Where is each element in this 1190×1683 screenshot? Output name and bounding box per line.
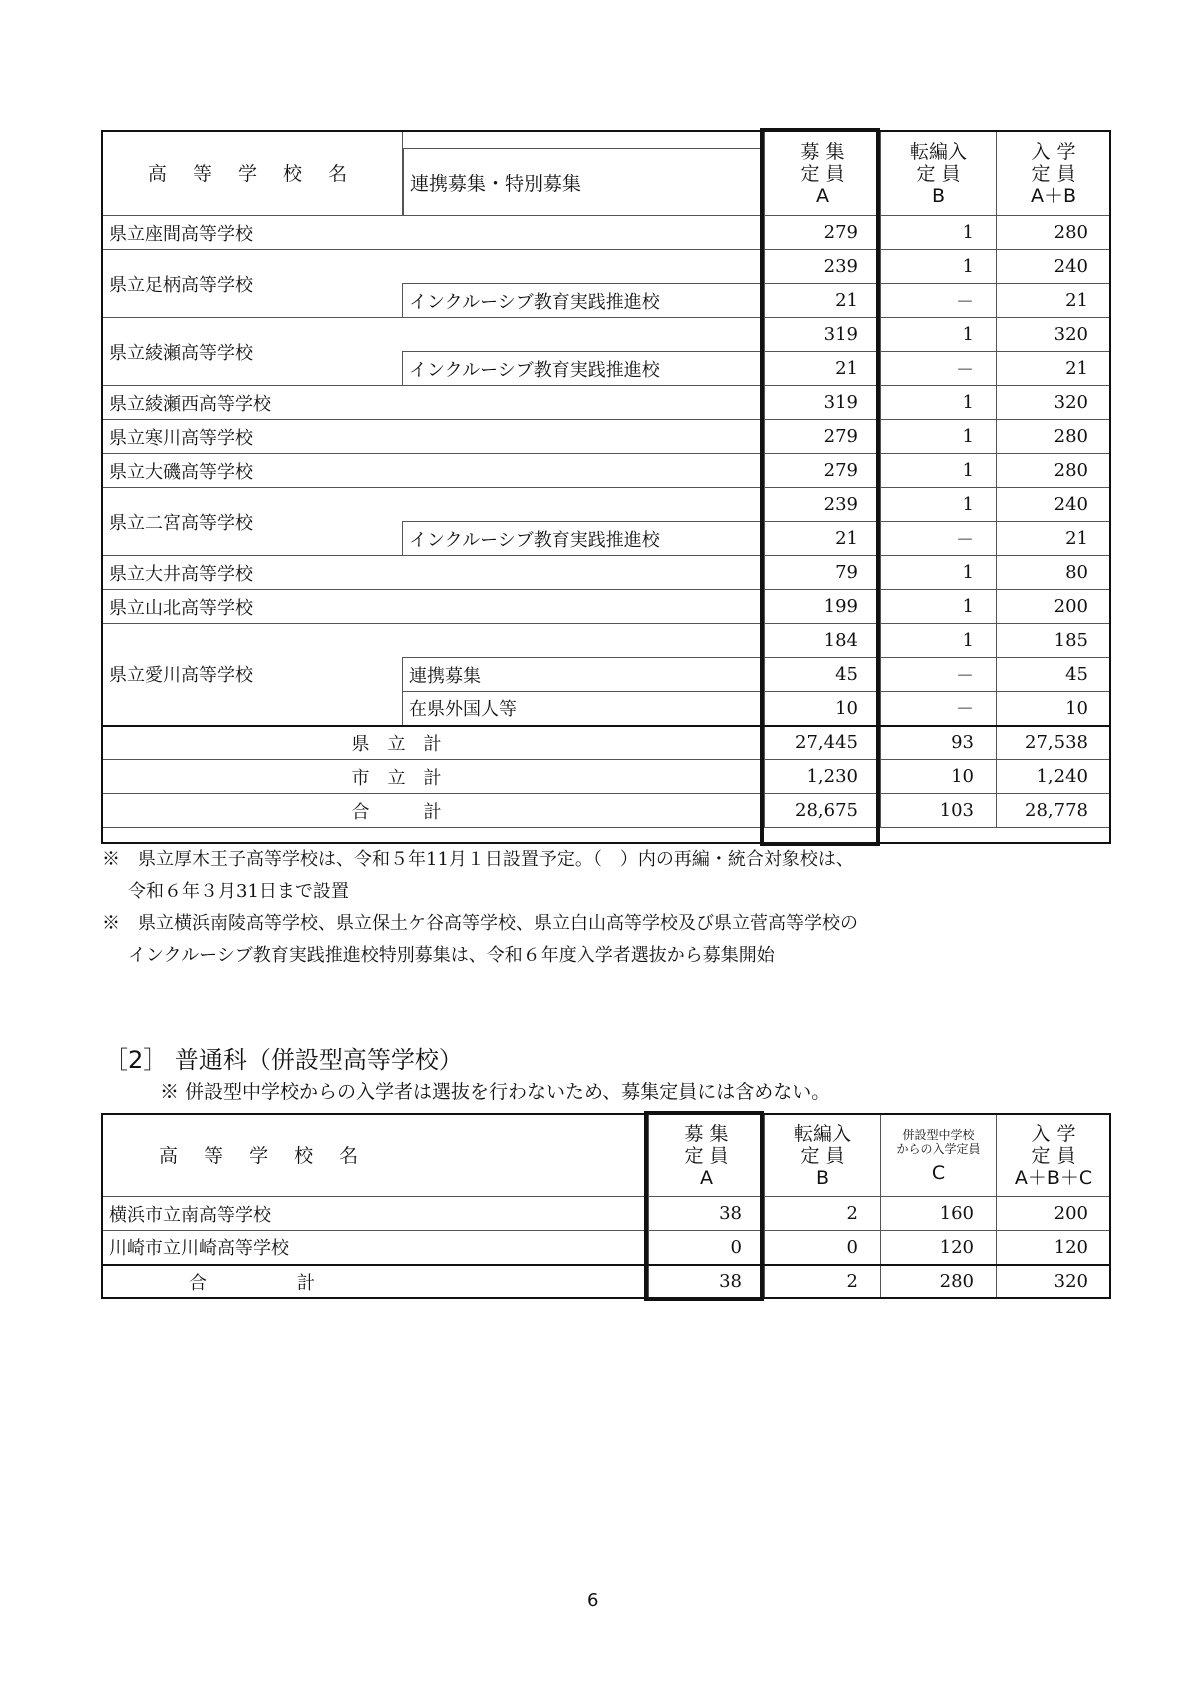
school-name: 県立綾瀬西高等学校 bbox=[103, 386, 765, 420]
cell-ab: 45 bbox=[997, 658, 1111, 692]
total-label: 合 計 bbox=[103, 794, 765, 828]
col-abc-header: 入 学 定 員 A＋B＋C bbox=[997, 1115, 1111, 1197]
cell-b: 1 bbox=[881, 420, 997, 454]
total-label: 県 立 計 bbox=[103, 726, 765, 760]
col-b-header: 転編入 定 員 B bbox=[881, 132, 997, 216]
cell-ab: 21 bbox=[997, 284, 1111, 318]
cell-a: 319 bbox=[765, 386, 881, 420]
cell-b: 1 bbox=[881, 488, 997, 522]
cell-b: 1 bbox=[881, 454, 997, 488]
empty-cell bbox=[403, 250, 765, 284]
section-2-note: ※ 併設型中学校からの入学者は選抜を行わないため、募集定員には含めない。 bbox=[160, 1081, 831, 1103]
table-row bbox=[103, 420, 1111, 454]
col-a-header: 募 集 定 員 A bbox=[649, 1115, 765, 1197]
cell-c: 160 bbox=[881, 1197, 997, 1231]
school-name: 川崎市立川崎高等学校 bbox=[103, 1231, 649, 1265]
cell-ab: 185 bbox=[997, 624, 1111, 658]
col-a-header: 募 集 定 員 A bbox=[765, 132, 881, 216]
cell-ab: 10 bbox=[997, 692, 1111, 726]
note-2-line-1: ※ 県立横浜南陵高等学校、県立保土ケ谷高等学校、県立白山高等学校及び県立菅高等学校の bbox=[102, 913, 858, 934]
table-row bbox=[103, 250, 1111, 284]
cell-b: － bbox=[881, 692, 997, 726]
cell-ab: 21 bbox=[997, 522, 1111, 556]
cell-a: 239 bbox=[765, 250, 881, 284]
cell-ab: 1,240 bbox=[997, 760, 1111, 794]
cell-ab: 28,778 bbox=[997, 794, 1111, 828]
school-name: 県立二宮高等学校 bbox=[103, 488, 403, 556]
cell-b: － bbox=[881, 522, 997, 556]
cell-b: 10 bbox=[881, 760, 997, 794]
school-name: 県立大磯高等学校 bbox=[103, 454, 765, 488]
col-ab-header: 入 学 定 員 A＋B bbox=[997, 132, 1111, 216]
empty-cell bbox=[403, 488, 765, 522]
cell-ab: 280 bbox=[997, 454, 1111, 488]
table-header-row bbox=[103, 1115, 1111, 1197]
col-c-header: 併設型中学校 からの入学定員 C bbox=[881, 1115, 997, 1197]
cell-abc: 200 bbox=[997, 1197, 1111, 1231]
cell-a: 199 bbox=[765, 590, 881, 624]
admission-table-2 bbox=[102, 1114, 1111, 1299]
school-name: 県立座間高等学校 bbox=[103, 216, 765, 250]
school-name: 横浜市立南高等学校 bbox=[103, 1197, 649, 1231]
school-name: 県立大井高等学校 bbox=[103, 556, 765, 590]
cell-a: 45 bbox=[765, 658, 881, 692]
cell-ab: 320 bbox=[997, 318, 1111, 352]
table-header-row bbox=[103, 132, 1111, 216]
special-name: 連携募集 bbox=[403, 658, 765, 692]
cell-ab: 27,538 bbox=[997, 726, 1111, 760]
table-row bbox=[103, 624, 1111, 658]
cell-a: 38 bbox=[649, 1265, 765, 1299]
special-header: 連携募集・特別募集 bbox=[403, 148, 764, 215]
cell-b: 2 bbox=[765, 1265, 881, 1299]
col-b-header: 転編入 定 員 B bbox=[765, 1115, 881, 1197]
cell-abc: 120 bbox=[997, 1231, 1111, 1265]
cell-a: 27,445 bbox=[765, 726, 881, 760]
cell-abc: 320 bbox=[997, 1265, 1111, 1299]
cell-b: 1 bbox=[881, 216, 997, 250]
school-name: 県立足柄高等学校 bbox=[103, 250, 403, 318]
cell-ab: 21 bbox=[997, 352, 1111, 386]
cell-ab: 280 bbox=[997, 216, 1111, 250]
cell-a: 279 bbox=[765, 454, 881, 488]
note-1-line-1: ※ 県立厚木王子高等学校は、令和５年11月１日設置予定。（ ）内の再編・統合対象校は、 bbox=[102, 849, 854, 870]
table-row bbox=[103, 216, 1111, 250]
cell-b: 1 bbox=[881, 318, 997, 352]
cell-a: 239 bbox=[765, 488, 881, 522]
school-name: 県立愛川高等学校 bbox=[103, 624, 403, 726]
school-name: 県立綾瀬高等学校 bbox=[103, 318, 403, 386]
table-row bbox=[103, 1231, 1111, 1265]
cell-a: 184 bbox=[765, 624, 881, 658]
cell-b: 1 bbox=[881, 386, 997, 420]
cell-b: － bbox=[881, 658, 997, 692]
admission-table-1 bbox=[102, 131, 1111, 828]
total-row bbox=[103, 760, 1111, 794]
cell-a: 279 bbox=[765, 216, 881, 250]
cell-ab: 240 bbox=[997, 250, 1111, 284]
school-name: 県立寒川高等学校 bbox=[103, 420, 765, 454]
cell-b: － bbox=[881, 352, 997, 386]
cell-b: 1 bbox=[881, 590, 997, 624]
cell-a: 10 bbox=[765, 692, 881, 726]
cell-a: 319 bbox=[765, 318, 881, 352]
special-name: インクルーシブ教育実践推進校 bbox=[403, 284, 765, 318]
total-label: 市 立 計 bbox=[103, 760, 765, 794]
cell-ab: 280 bbox=[997, 420, 1111, 454]
cell-a: 28,675 bbox=[765, 794, 881, 828]
cell-b: － bbox=[881, 284, 997, 318]
empty-cell bbox=[403, 318, 765, 352]
total-row bbox=[103, 726, 1111, 760]
cell-c: 120 bbox=[881, 1231, 997, 1265]
note-2-line-2: インクルーシブ教育実践推進校特別募集は、令和６年度入学者選抜から募集開始 bbox=[128, 945, 775, 966]
cell-b: 103 bbox=[881, 794, 997, 828]
section-2-title: ［2］ 普通科（併設型高等学校） bbox=[104, 1046, 463, 1074]
empty-cell bbox=[403, 624, 765, 658]
school-name-header: 高 等 学 校 名 bbox=[103, 132, 403, 216]
table-row bbox=[103, 318, 1111, 352]
cell-b: 1 bbox=[881, 556, 997, 590]
cell-b: 93 bbox=[881, 726, 997, 760]
table-row bbox=[103, 1197, 1111, 1231]
cell-b: 0 bbox=[765, 1231, 881, 1265]
cell-ab: 200 bbox=[997, 590, 1111, 624]
cell-a: 79 bbox=[765, 556, 881, 590]
table-row bbox=[103, 556, 1111, 590]
cell-ab: 80 bbox=[997, 556, 1111, 590]
cell-a: 1,230 bbox=[765, 760, 881, 794]
page-number: 6 bbox=[587, 1590, 599, 1611]
table-row bbox=[103, 454, 1111, 488]
cell-c: 280 bbox=[881, 1265, 997, 1299]
special-header-cell bbox=[403, 132, 765, 216]
table-row bbox=[103, 488, 1111, 522]
cell-b: 1 bbox=[881, 250, 997, 284]
total-label: 合 計 bbox=[103, 1265, 649, 1299]
cell-a: 0 bbox=[649, 1231, 765, 1265]
school-name: 県立山北高等学校 bbox=[103, 590, 765, 624]
note-1-line-2: 令和６年３月31日まで設置 bbox=[128, 881, 349, 902]
cell-b: 1 bbox=[881, 624, 997, 658]
cell-a: 21 bbox=[765, 522, 881, 556]
cell-a: 21 bbox=[765, 284, 881, 318]
cell-ab: 320 bbox=[997, 386, 1111, 420]
total-row bbox=[103, 1265, 1111, 1299]
special-name: インクルーシブ教育実践推進校 bbox=[403, 352, 765, 386]
table-row bbox=[103, 386, 1111, 420]
table-row bbox=[103, 590, 1111, 624]
school-name-header: 高 等 学 校 名 bbox=[103, 1115, 649, 1197]
total-row bbox=[103, 794, 1111, 828]
cell-b: 2 bbox=[765, 1197, 881, 1231]
cell-ab: 240 bbox=[997, 488, 1111, 522]
cell-a: 38 bbox=[649, 1197, 765, 1231]
cell-a: 279 bbox=[765, 420, 881, 454]
cell-a: 21 bbox=[765, 352, 881, 386]
special-name: インクルーシブ教育実践推進校 bbox=[403, 522, 765, 556]
special-name: 在県外国人等 bbox=[403, 692, 765, 726]
